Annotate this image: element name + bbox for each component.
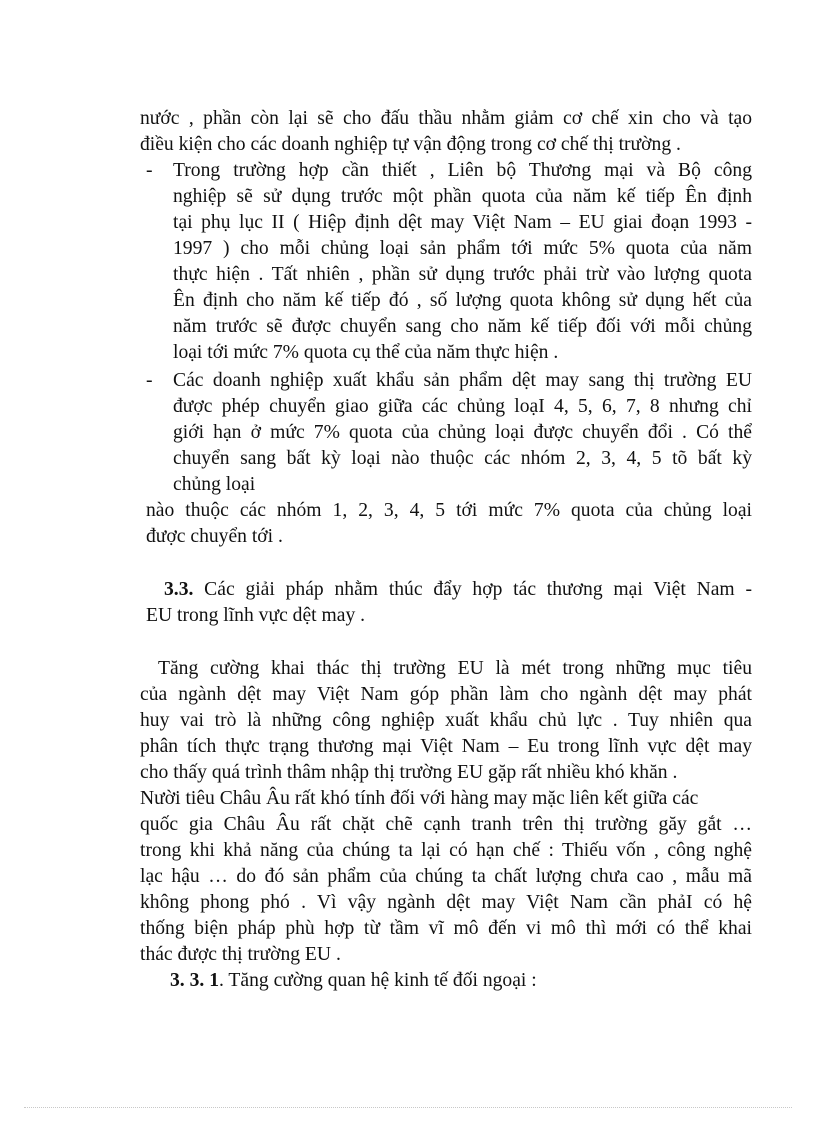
main-line-8: trong khi khả năng của chúng ta lại có hạn chế : Thiếu vốn , công nghệ — [140, 840, 752, 861]
bullet-2-line-4: chuyển sang bất kỳ loại nào thuộc các nhóm 2, 3, 4, 5 tõ bất kỳ — [173, 448, 752, 469]
bullet-2-marker: - — [146, 370, 153, 391]
bullet-2-line-3: giới hạn ở mức 7% quota của chủng loại được chuyển đổi . Có thể — [173, 422, 752, 443]
bullet-1-line-8: loại tới mức 7% quota cụ thể của năm thực hiện . — [173, 342, 559, 363]
continuation-line-2: được chuyển tới . — [146, 526, 283, 547]
main-line-5: cho thấy quá trình thâm nhập thị trường EU gặp rất nhiều khó khăn . — [140, 762, 678, 783]
section-heading-line-1 — [164, 577, 752, 603]
bullet-1-marker: - — [146, 160, 153, 181]
main-line-9: lạc hậu … do đó sản phẩm của chúng ta chất lượng chưa cao , mẫu mã — [140, 866, 752, 887]
subsection-heading-number: 3. 3. 1 — [170, 970, 219, 991]
section-heading-number: 3.3. — [164, 579, 194, 600]
continuation-line-1: nào thuộc các nhóm 1, 2, 3, 4, 5 tới mức 7% quota của chủng loại — [146, 500, 752, 521]
subsection-heading — [170, 968, 537, 994]
section-heading-text: Các giải pháp nhằm thúc đẩy hợp tác thương mại Việt Nam - — [193, 579, 752, 600]
main-line-2: của ngành dệt may Việt Nam góp phần làm cho ngành dệt may phát — [140, 684, 752, 705]
bullet-2-line-5: chủng loại — [173, 474, 256, 495]
bullet-1-line-6: Ên định cho năm kế tiếp đó , số lượng quota không sử dụng hết của — [173, 290, 752, 311]
subsection-heading-text: . Tăng cường quan hệ kinh tế đối ngoại : — [218, 970, 537, 991]
bullet-1-line-3: tại phụ lục II ( Hiệp định dệt may Việt Nam – EU giai đoạn 1993 - — [173, 212, 752, 233]
bullet-1-line-4: 1997 ) cho mỗi chủng loại sản phẩm tới mức 5% quota của năm — [173, 238, 752, 259]
main-line-11: thống biện pháp phù hợp từ tầm vĩ mô đến vi mô thì mới có thể khai — [140, 918, 752, 939]
main-line-3: huy vai trò là những công nghiệp xuất khẩu chủ lực . Tuy nhiên qua — [140, 710, 752, 731]
intro-line-1: nước , phần còn lại sẽ cho đấu thầu nhằm giảm cơ chế xin cho và tạo — [140, 108, 752, 129]
main-line-6: Nười tiêu Châu Âu rất khó tính đối với hàng may mặc liên kết giữa các — [140, 788, 699, 809]
section-heading-line-2: EU trong lĩnh vực dệt may . — [146, 605, 366, 626]
bullet-1-line-5: thực hiện . Tất nhiên , phần sử dụng trước phải trừ vào lượng quota — [173, 264, 752, 285]
main-line-1: Tăng cường khai thác thị trường EU là mét trong những mục tiêu — [158, 658, 752, 679]
bullet-2-line-2: được phép chuyển giao giữa các chủng loạI 4, 5, 6, 7, 8 nhưng chỉ — [173, 396, 752, 417]
intro-line-2: điều kiện cho các doanh nghiệp tự vận động trong cơ chế thị trường . — [140, 134, 681, 155]
bullet-2-line-1: Các doanh nghiệp xuất khẩu sản phẩm dệt may sang thị trường EU — [173, 370, 752, 391]
bullet-1-line-1: Trong trường hợp cần thiết , Liên bộ Thương mại và Bộ công — [173, 160, 752, 181]
main-line-12: thác được thị trường EU . — [140, 944, 341, 965]
footer-dotted-rule — [24, 1107, 792, 1108]
main-line-10: không phong phó . Vì vậy ngành dệt may Việt Nam cần phảI có hệ — [140, 892, 752, 913]
bullet-1-line-7: năm trước sẽ được chuyển sang cho năm kế tiếp đối với mỗi chủng — [173, 316, 752, 337]
bullet-1-line-2: nghiệp sẽ sử dụng trước một phần quota của năm kế tiếp Ên định — [173, 186, 752, 207]
main-line-4: phân tích thực trạng thương mại Việt Nam – Eu trong lĩnh vực dệt may — [140, 736, 752, 757]
main-line-7: quốc gia Châu Âu rất chặt chẽ cạnh tranh trên thị trường găy gắt … — [140, 814, 752, 835]
